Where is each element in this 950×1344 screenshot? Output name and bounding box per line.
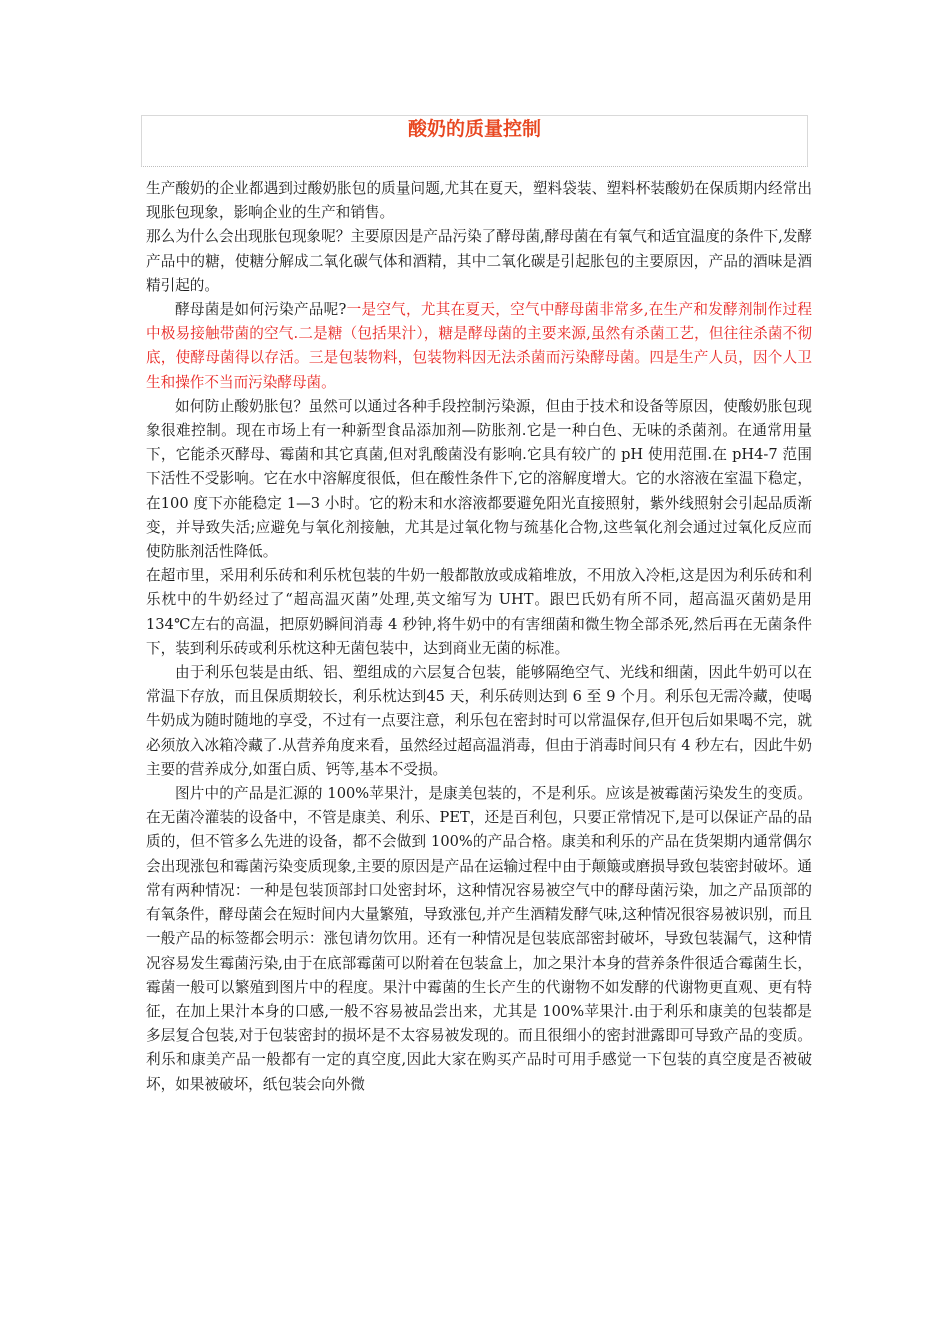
title-box	[141, 115, 808, 167]
paragraph-2: 那么为什么会出现胀包现象呢？主要原因是产品污染了酵母菌,酵母菌在有氧气和适宜温度的条件下,发酵产品中的糖，使糖分解成二氧化碳气体和酒精，其中二氧化碳是引起胀包的主要原因，产品的酒味是酒精引起的。	[146, 228, 813, 294]
paragraph-5: 在超市里，采用利乐砖和利乐枕包装的牛奶一般都散放或成箱堆放，不用放入冷柜,这是因为利乐砖和利乐枕中的牛奶经过了“超高温灭菌”处理,英文缩写为 UHT。跟巴氏奶有所不同，超高温灭菌奶是用 134℃左右的高温，把原奶瞬间消毒 4 秒钟,将牛奶中的有害细菌和微生物全部杀死,然后再在无菌条件下，装到利乐砖或利乐枕这种无菌包装中，达到商业无菌的标准。	[146, 567, 812, 657]
paragraph-3-intro: 酵母菌是如何污染产品呢?	[175, 301, 347, 319]
paragraph-7: 图片中的产品是汇源的 100%苹果汁，是康美包装的，不是利乐。应该是被霉菌污染发生的变质。在无菌冷灌装的设备中，不管是康美、利乐、PET，还是百利包，只要正常情况下,是可以保证产品的品质的，但不管多么先进的设备，都不会做到 100%的产品合格。康美和利乐的产品在货架期内通常偶尔会出现涨包和霉菌污染变质现象,主要的原因是产品在运输过程中由于颠簸或磨损导致包装密封破坏。通常有两种情况：一种是包装顶部封口处密封坏，这种情况容易被空气中的酵母菌污染，加之产品顶部的有氧条件，酵母菌会在短时间内大量繁殖，导致涨包,并产生酒精发酵气味,这种情况很容易被识别，而且一般产品的标签都会明示：涨包请勿饮用。还有一种情况是包装底部密封破坏，导致包装漏气，这种情况容易发生霉菌污染,由于在底部霉菌可以附着在包装盒上，加之果汁本身的营养条件很适合霉菌生长，霉菌一般可以繁殖到图片中的程度。果汁中霉菌的生长产生的代谢物不如发酵的代谢物更直观、更有特征，在加上果汁本身的口感,一般不容易被品尝出来，尤其是 100%苹果汁.由于利乐和康美的包装都是多层复合包装,对于包装密封的损坏是不太容易被发现的。而且很细小的密封泄露即可导致产品的变质。利乐和康美产品一般都有一定的真空度,因此大家在购买产品时可用手感觉一下包装的真空度是否被破坏，如果被破坏，纸包装会向外微	[146, 785, 813, 1093]
page-title: 酸奶的质量控制	[407, 118, 541, 140]
paragraph-3	[146, 298, 812, 395]
paragraph-6: 由于利乐包装是由纸、铝、塑组成的六层复合包装，能够隔绝空气、光线和细菌，因此牛奶可以在常温下存放，而且保质期较长，利乐枕达到45 天，利乐砖则达到 6 至 9 个月。利乐包无需冷藏，使喝牛奶成为随时随地的享受，不过有一点要注意，利乐包在密封时可以常温保存,但开包后如果喝不完，就必须放入冰箱冷藏了.从营养角度来看，虽然经过超高温消毒，但由于消毒时间只有 4 秒左右，因此牛奶主要的营养成分,如蛋白质、钙等,基本不受损。	[146, 664, 812, 778]
paragraph-3-highlight: 一是空气，尤其在夏天，空气中酵母菌非常多,在生产和发酵剂制作过程中极易接触带菌的空气.二是糖（包括果汁），糖是酵母菌的主要来源,虽然有杀菌工艺，但往往杀菌不彻底，使酵母菌得以存活。三是包装物料，包装物料因无法杀菌而污染酵母菌。四是生产人员，因个人卫生和操作不当而污染酵母菌。	[146, 301, 812, 391]
article-body	[146, 177, 812, 1097]
paragraph-4: 如何防止酸奶胀包？虽然可以通过各种手段控制污染源，但由于技术和设备等原因，使酸奶胀包现象很难控制。现在市场上有一种新型食品添加剂—防胀剂.它是一种白色、无味的杀菌剂。在通常用量下，它能杀灭酵母、霉菌和其它真菌,但对乳酸菌没有影响.它具有较广的 pH 使用范围.在 pH4-7 范围下活性不受影响。它在水中溶解度很低，但在酸性条件下,它的溶解度增大。它的水溶液在室温下稳定，在100 度下亦能稳定 1—3 小时。它的粉末和水溶液都要避免阳光直接照射，紫外线照射会引起品质渐变，并导致失活;应避免与氧化剂接触，尤其是过氧化物与巯基化合物,这些氧化剂会通过过氧化反应而使防胀剂活性降低。	[146, 397, 812, 561]
paragraph-1: 生产酸奶的企业都遇到过酸奶胀包的质量问题,尤其在夏天，塑料袋装、塑料杯装酸奶在保质期内经常出现胀包现象，影响企业的生产和销售。	[146, 180, 812, 222]
